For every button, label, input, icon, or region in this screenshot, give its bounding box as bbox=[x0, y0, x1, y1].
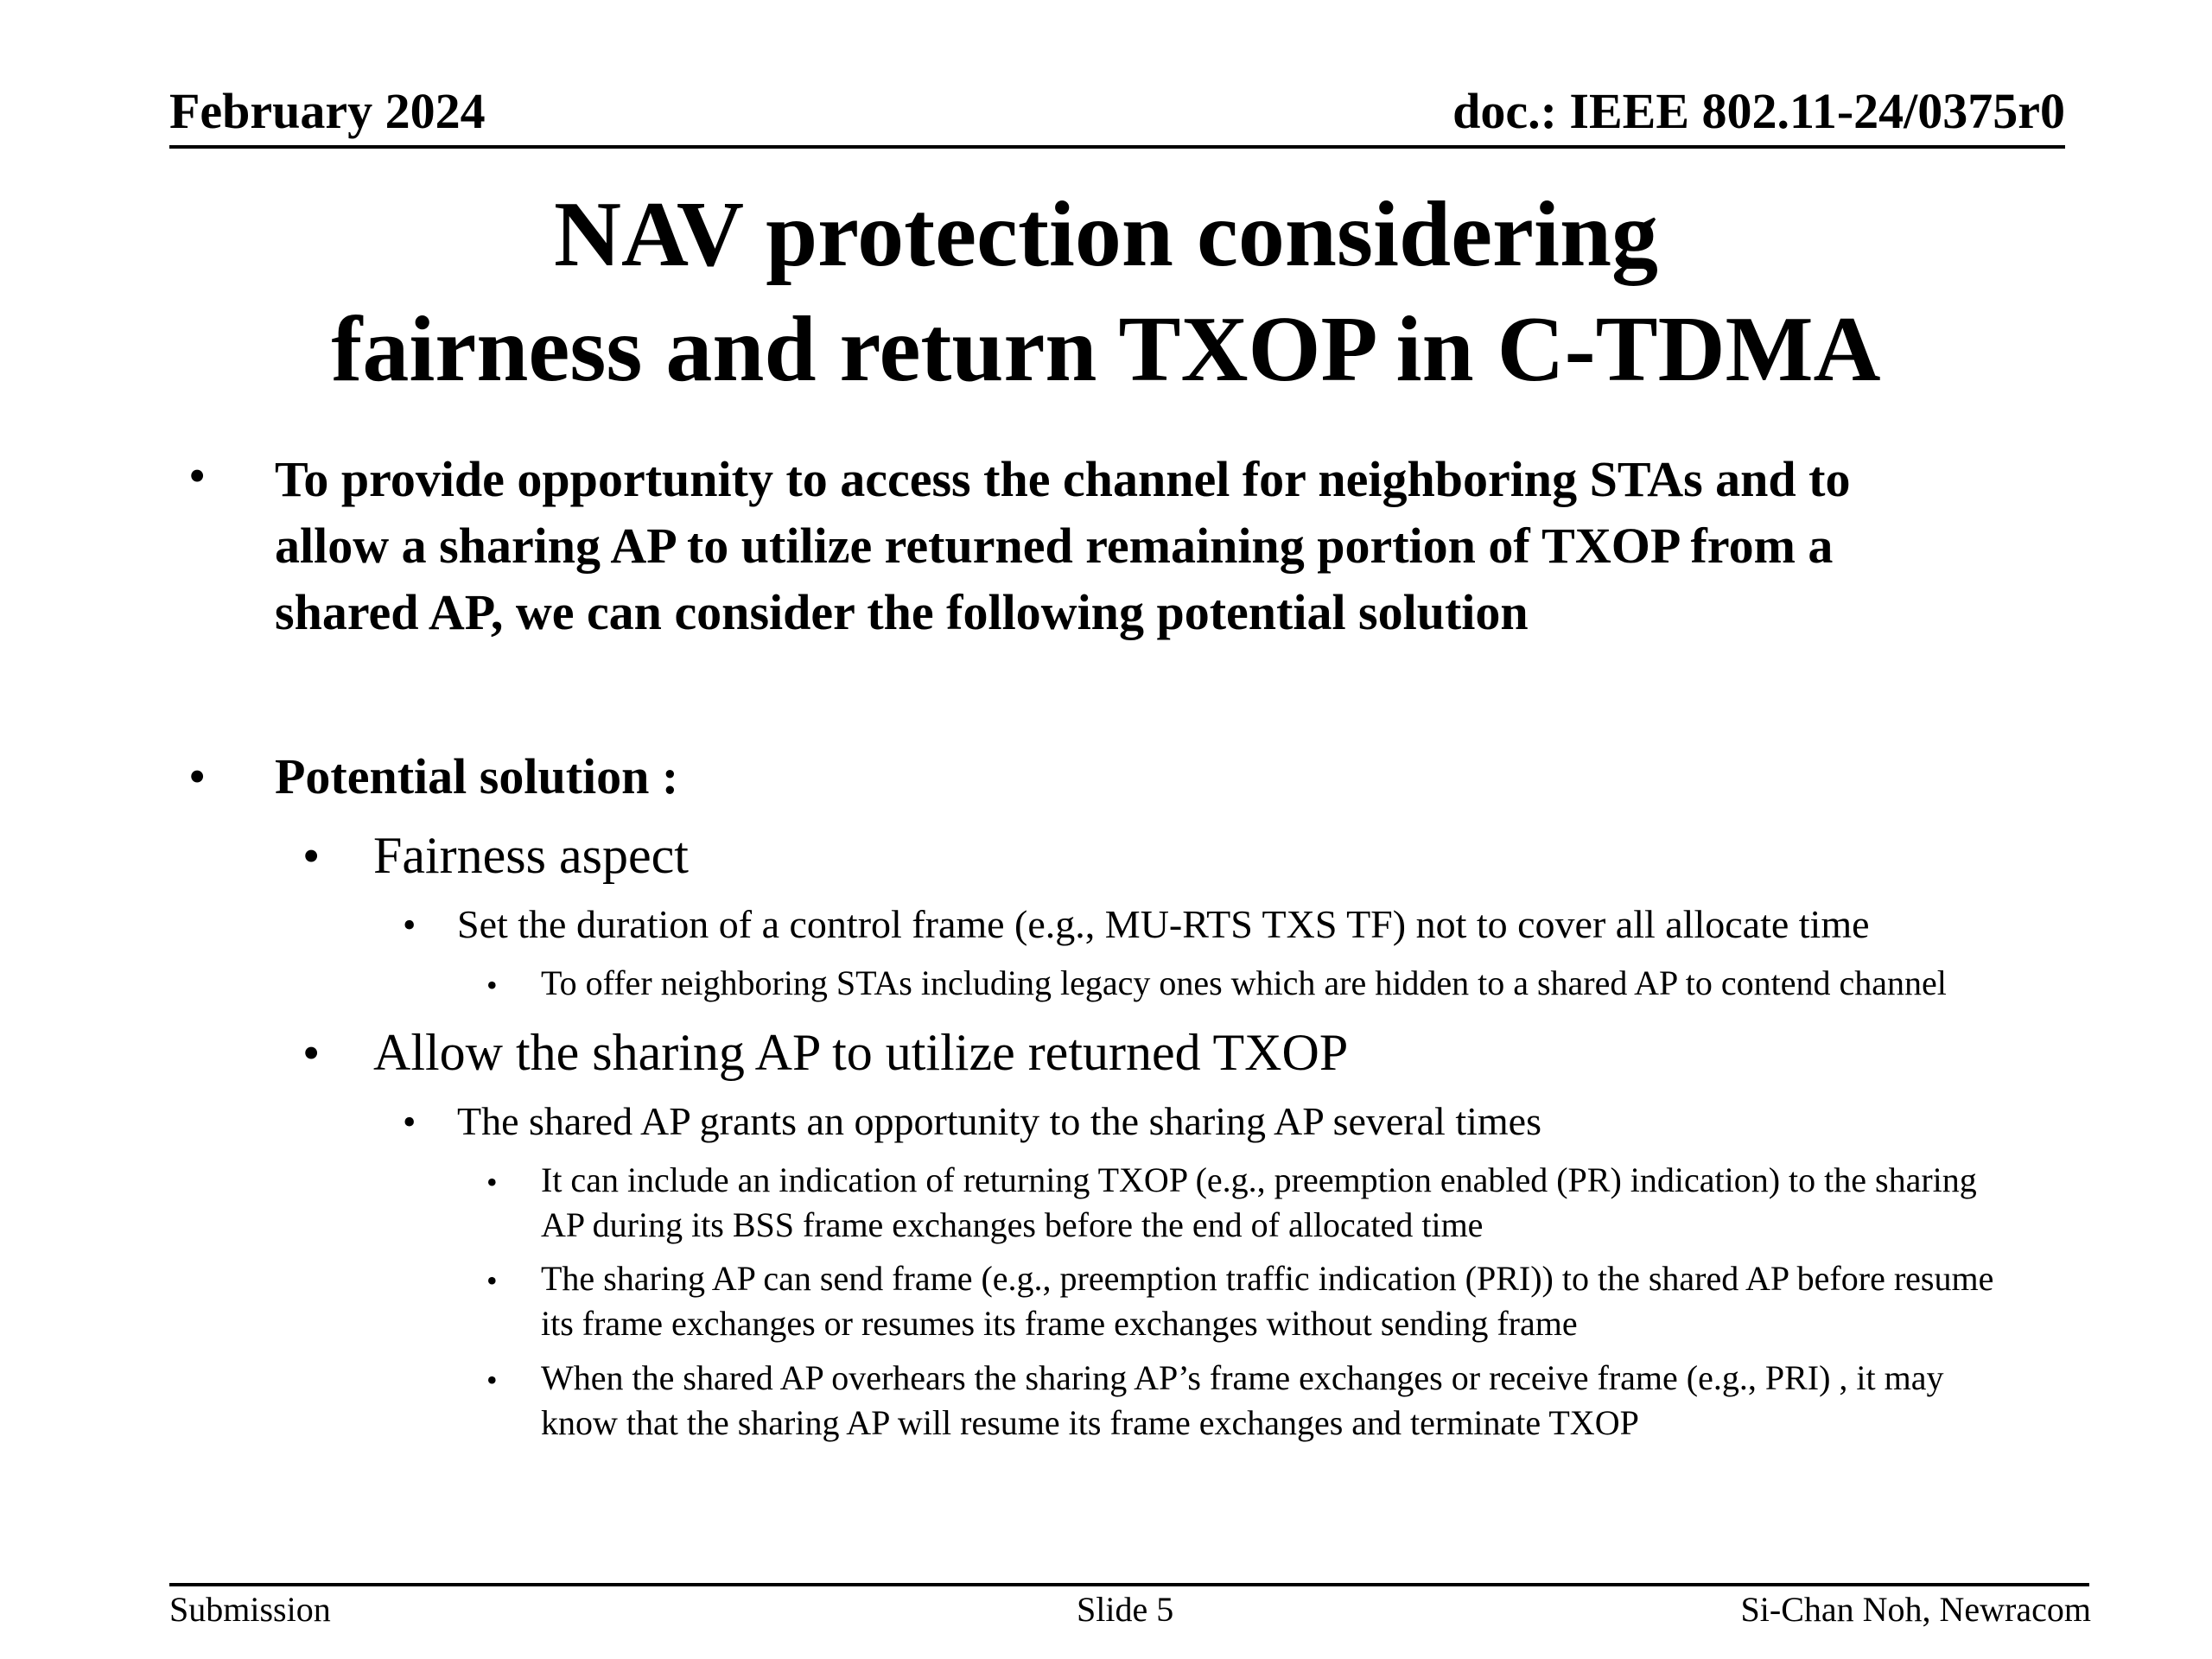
bullet-shared-ap-overhears-line-1: When the shared AP overhears the sharing AP’s frame exchanges or receive frame (e.g., PRI) , it may bbox=[541, 1358, 1944, 1397]
bullet-dot-icon: • bbox=[188, 448, 207, 504]
bullet-returning-txop-indication-line-2: AP during its BSS frame exchanges before the end of allocated time bbox=[541, 1205, 1484, 1244]
slide-title bbox=[173, 177, 2039, 407]
bullet-dot-icon: • bbox=[486, 1363, 498, 1397]
bullet-intro-line-2: allow a sharing AP to utilize returned remaining portion of TXOP from a bbox=[275, 518, 1834, 574]
bullet-dot-icon: • bbox=[403, 1101, 416, 1143]
bullet-returning-txop-indication-text bbox=[541, 1158, 1977, 1248]
bullet-sharing-ap-send-frame-line-2: its frame exchanges or resumes its frame exchanges without sending frame bbox=[541, 1304, 1578, 1343]
bullet-sharing-ap-send-frame-text bbox=[541, 1256, 1993, 1346]
bullet-dot-icon: • bbox=[486, 1263, 498, 1298]
bullet-potential-solution-text: Potential solution : bbox=[275, 748, 679, 804]
bullet-dot-icon: • bbox=[188, 748, 207, 804]
slide-title-line-2: fairness and return TXOP in C-TDMA bbox=[331, 298, 1881, 401]
bullet-dot-icon: • bbox=[403, 904, 416, 946]
bullet-intro-line-3: shared AP, we can consider the following potential solution bbox=[275, 584, 1529, 640]
footer-slide-number: Slide 5 bbox=[1077, 1590, 1174, 1629]
footer-author: Si-Chan Noh, Newracom bbox=[1740, 1590, 2091, 1629]
header-date: February 2024 bbox=[169, 83, 486, 139]
bullet-sharing-ap-send-frame-line-1: The sharing AP can send frame (e.g., preemption traffic indication (PRI)) to the shared AP before resume bbox=[541, 1259, 1994, 1298]
bullet-dot-icon: • bbox=[486, 968, 498, 1002]
bullet-dot-icon: • bbox=[302, 828, 321, 884]
bullet-shared-ap-overhears-line-2: know that the sharing AP will resume its frame exchanges and terminate TXOP bbox=[541, 1403, 1639, 1442]
slide-title-line-1: NAV protection considering bbox=[553, 183, 1659, 286]
footer-submission: Submission bbox=[169, 1590, 331, 1629]
bullet-allow-returned-txop-text: Allow the sharing AP to utilize returned TXOP bbox=[373, 1024, 1349, 1081]
bullet-dot-icon: • bbox=[486, 1165, 498, 1199]
bullet-shared-ap-overhears-text bbox=[541, 1356, 1944, 1446]
bullet-control-frame-duration-text: Set the duration of a control frame (e.g., MU-RTS TXS TF) not to cover all allocate time bbox=[457, 902, 1870, 946]
bullet-intro-line-1: To provide opportunity to access the channel for neighboring STAs and to bbox=[275, 451, 1851, 507]
header-doc-id: doc.: IEEE 802.11-24/0375r0 bbox=[1452, 83, 2065, 139]
bullet-intro-text bbox=[275, 446, 1851, 645]
header-divider bbox=[169, 145, 2065, 149]
bullet-offer-neighboring-stas-text: To offer neighboring STAs including legacy ones which are hidden to a shared AP to contend channel bbox=[541, 963, 1947, 1002]
footer-divider bbox=[169, 1583, 2089, 1586]
bullet-shared-ap-grants-text: The shared AP grants an opportunity to the sharing AP several times bbox=[457, 1099, 1541, 1143]
bullet-dot-icon: • bbox=[302, 1025, 321, 1081]
bullet-returning-txop-indication-line-1: It can include an indication of returning TXOP (e.g., preemption enabled (PR) indication) to the sharing bbox=[541, 1160, 1977, 1199]
bullet-fairness-aspect-text: Fairness aspect bbox=[373, 827, 689, 884]
